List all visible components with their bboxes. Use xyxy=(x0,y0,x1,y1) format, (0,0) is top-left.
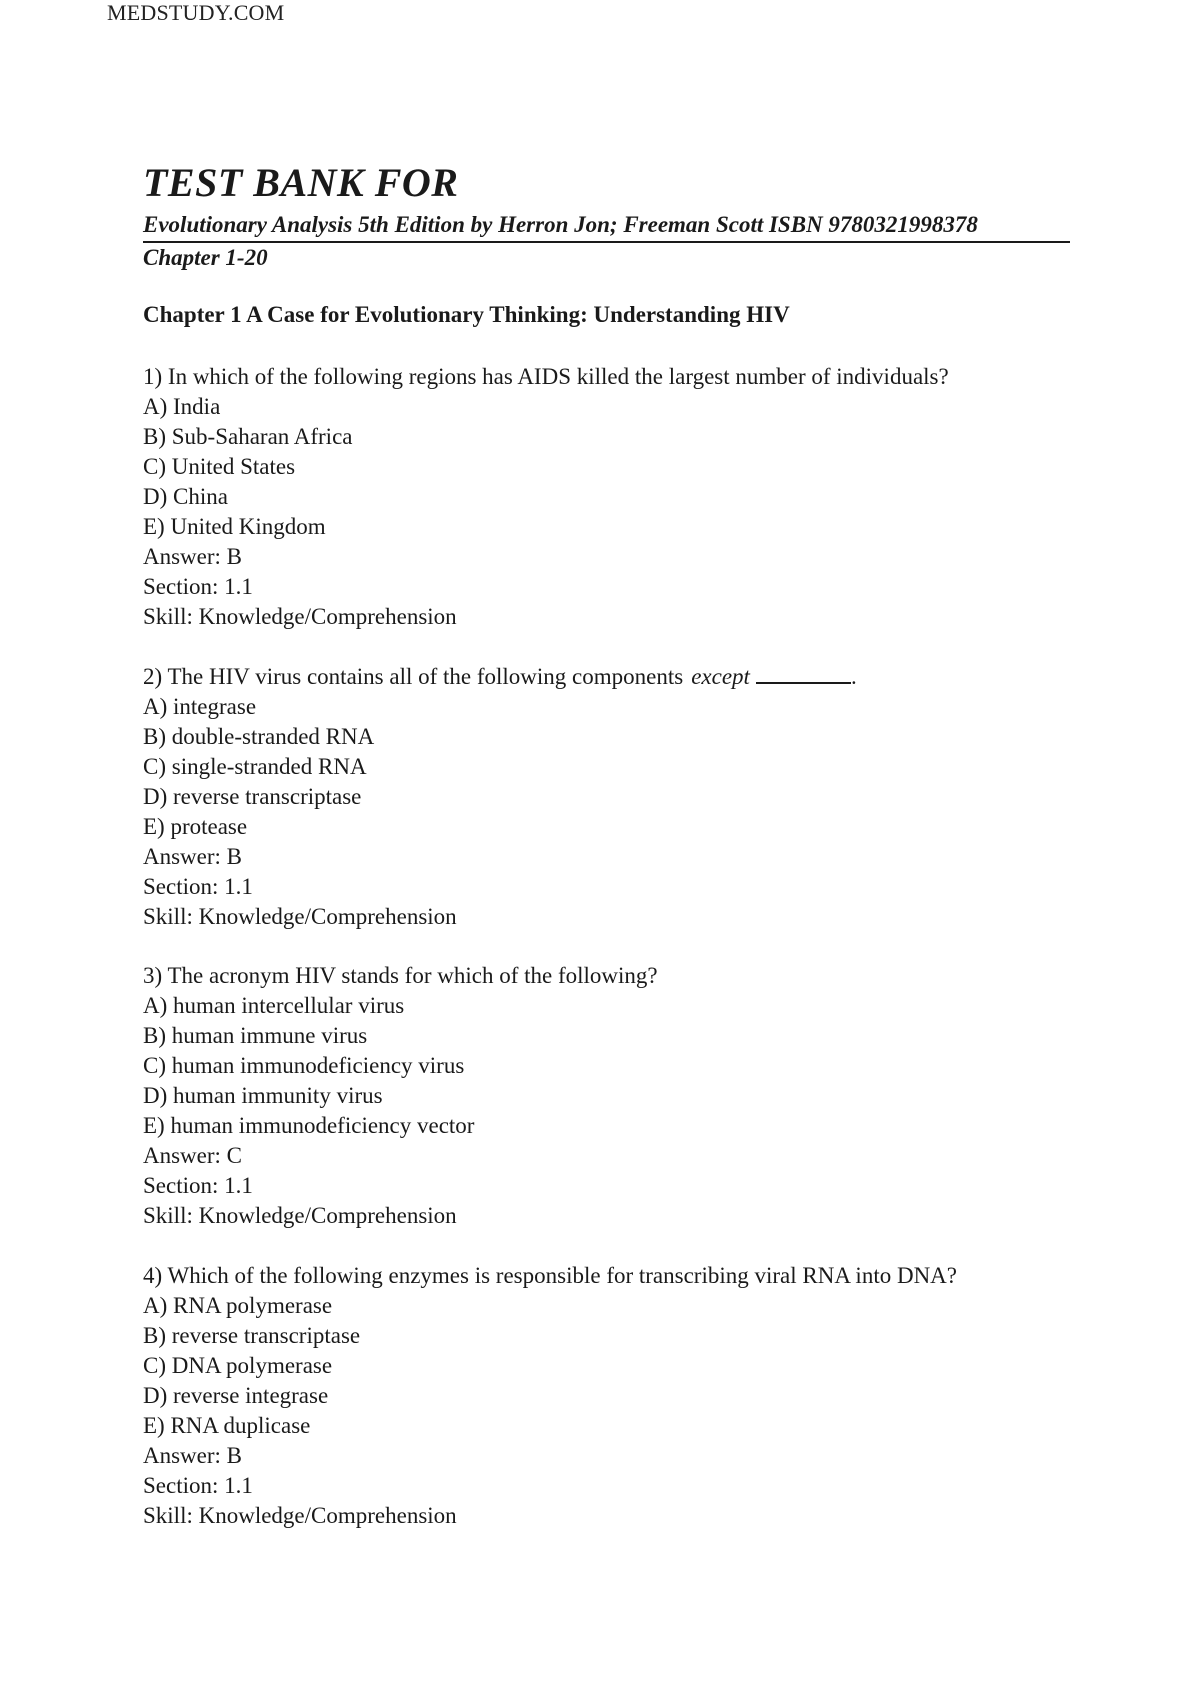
skill: Skill: Knowledge/Comprehension xyxy=(143,604,457,629)
option-d: D) China xyxy=(143,484,228,509)
question-stem-text: 2) The HIV virus contains all of the following components xyxy=(143,663,684,689)
answer: Answer: B xyxy=(143,1442,243,1468)
question-3 xyxy=(143,961,1103,1231)
question-stem: 3) The acronym HIV stands for which of the following? xyxy=(143,963,658,988)
book-citation: Evolutionary Analysis 5th Edition by Herron Jon; Freeman Scott ISBN 9780321998378 xyxy=(143,212,978,237)
option-a: A) integrase xyxy=(143,693,257,719)
question-list xyxy=(143,362,1103,1560)
question-4 xyxy=(143,1261,1103,1531)
answer: Answer: C xyxy=(143,1143,243,1168)
option-a: A) RNA polymerase xyxy=(143,1292,333,1318)
option-a: A) human intercellular virus xyxy=(143,993,405,1018)
section: Section: 1.1 xyxy=(143,873,253,899)
document-header xyxy=(143,160,1070,273)
answer: Answer: B xyxy=(143,544,243,569)
option-c: C) human immunodeficiency virus xyxy=(143,1053,465,1078)
option-d: D) reverse transcriptase xyxy=(143,783,362,809)
option-b: B) double-stranded RNA xyxy=(143,723,375,749)
option-e: E) human immunodeficiency vector xyxy=(143,1113,475,1138)
option-c: C) single-stranded RNA xyxy=(143,753,367,779)
option-c: C) DNA polymerase xyxy=(143,1352,333,1378)
chapter-range: Chapter 1-20 xyxy=(143,245,268,270)
option-d: D) human immunity virus xyxy=(143,1083,383,1108)
option-b: B) reverse transcriptase xyxy=(143,1322,361,1348)
option-e: E) protease xyxy=(143,813,248,839)
question-stem-emphasis: except xyxy=(691,663,750,689)
section: Section: 1.1 xyxy=(143,574,253,599)
skill: Skill: Knowledge/Comprehension xyxy=(143,1502,457,1528)
option-e: E) United Kingdom xyxy=(143,514,326,539)
section: Section: 1.1 xyxy=(143,1472,253,1498)
question-1 xyxy=(143,362,1103,632)
watermark: MEDSTUDY.COM xyxy=(107,0,285,25)
document-title: TEST BANK FOR xyxy=(143,160,459,205)
answer: Answer: B xyxy=(143,843,243,869)
question-stem: 4) Which of the following enzymes is responsible for transcribing viral RNA into DNA? xyxy=(143,1262,957,1288)
answer-blank xyxy=(756,662,851,684)
skill: Skill: Knowledge/Comprehension xyxy=(143,903,457,929)
question-stem xyxy=(143,662,1103,692)
skill: Skill: Knowledge/Comprehension xyxy=(143,1203,457,1228)
option-e: E) RNA duplicase xyxy=(143,1412,311,1438)
question-stem-end: . xyxy=(850,663,857,689)
chapter-heading: Chapter 1 A Case for Evolutionary Thinking: Understanding HIV xyxy=(143,302,790,327)
option-b: B) Sub-Saharan Africa xyxy=(143,424,353,449)
question-stem: 1) In which of the following regions has AIDS killed the largest number of individuals? xyxy=(143,364,949,389)
question-2 xyxy=(143,662,1103,932)
option-b: B) human immune virus xyxy=(143,1023,368,1048)
option-d: D) reverse integrase xyxy=(143,1382,329,1408)
option-a: A) India xyxy=(143,394,221,419)
option-c: C) United States xyxy=(143,454,296,479)
section: Section: 1.1 xyxy=(143,1173,253,1198)
